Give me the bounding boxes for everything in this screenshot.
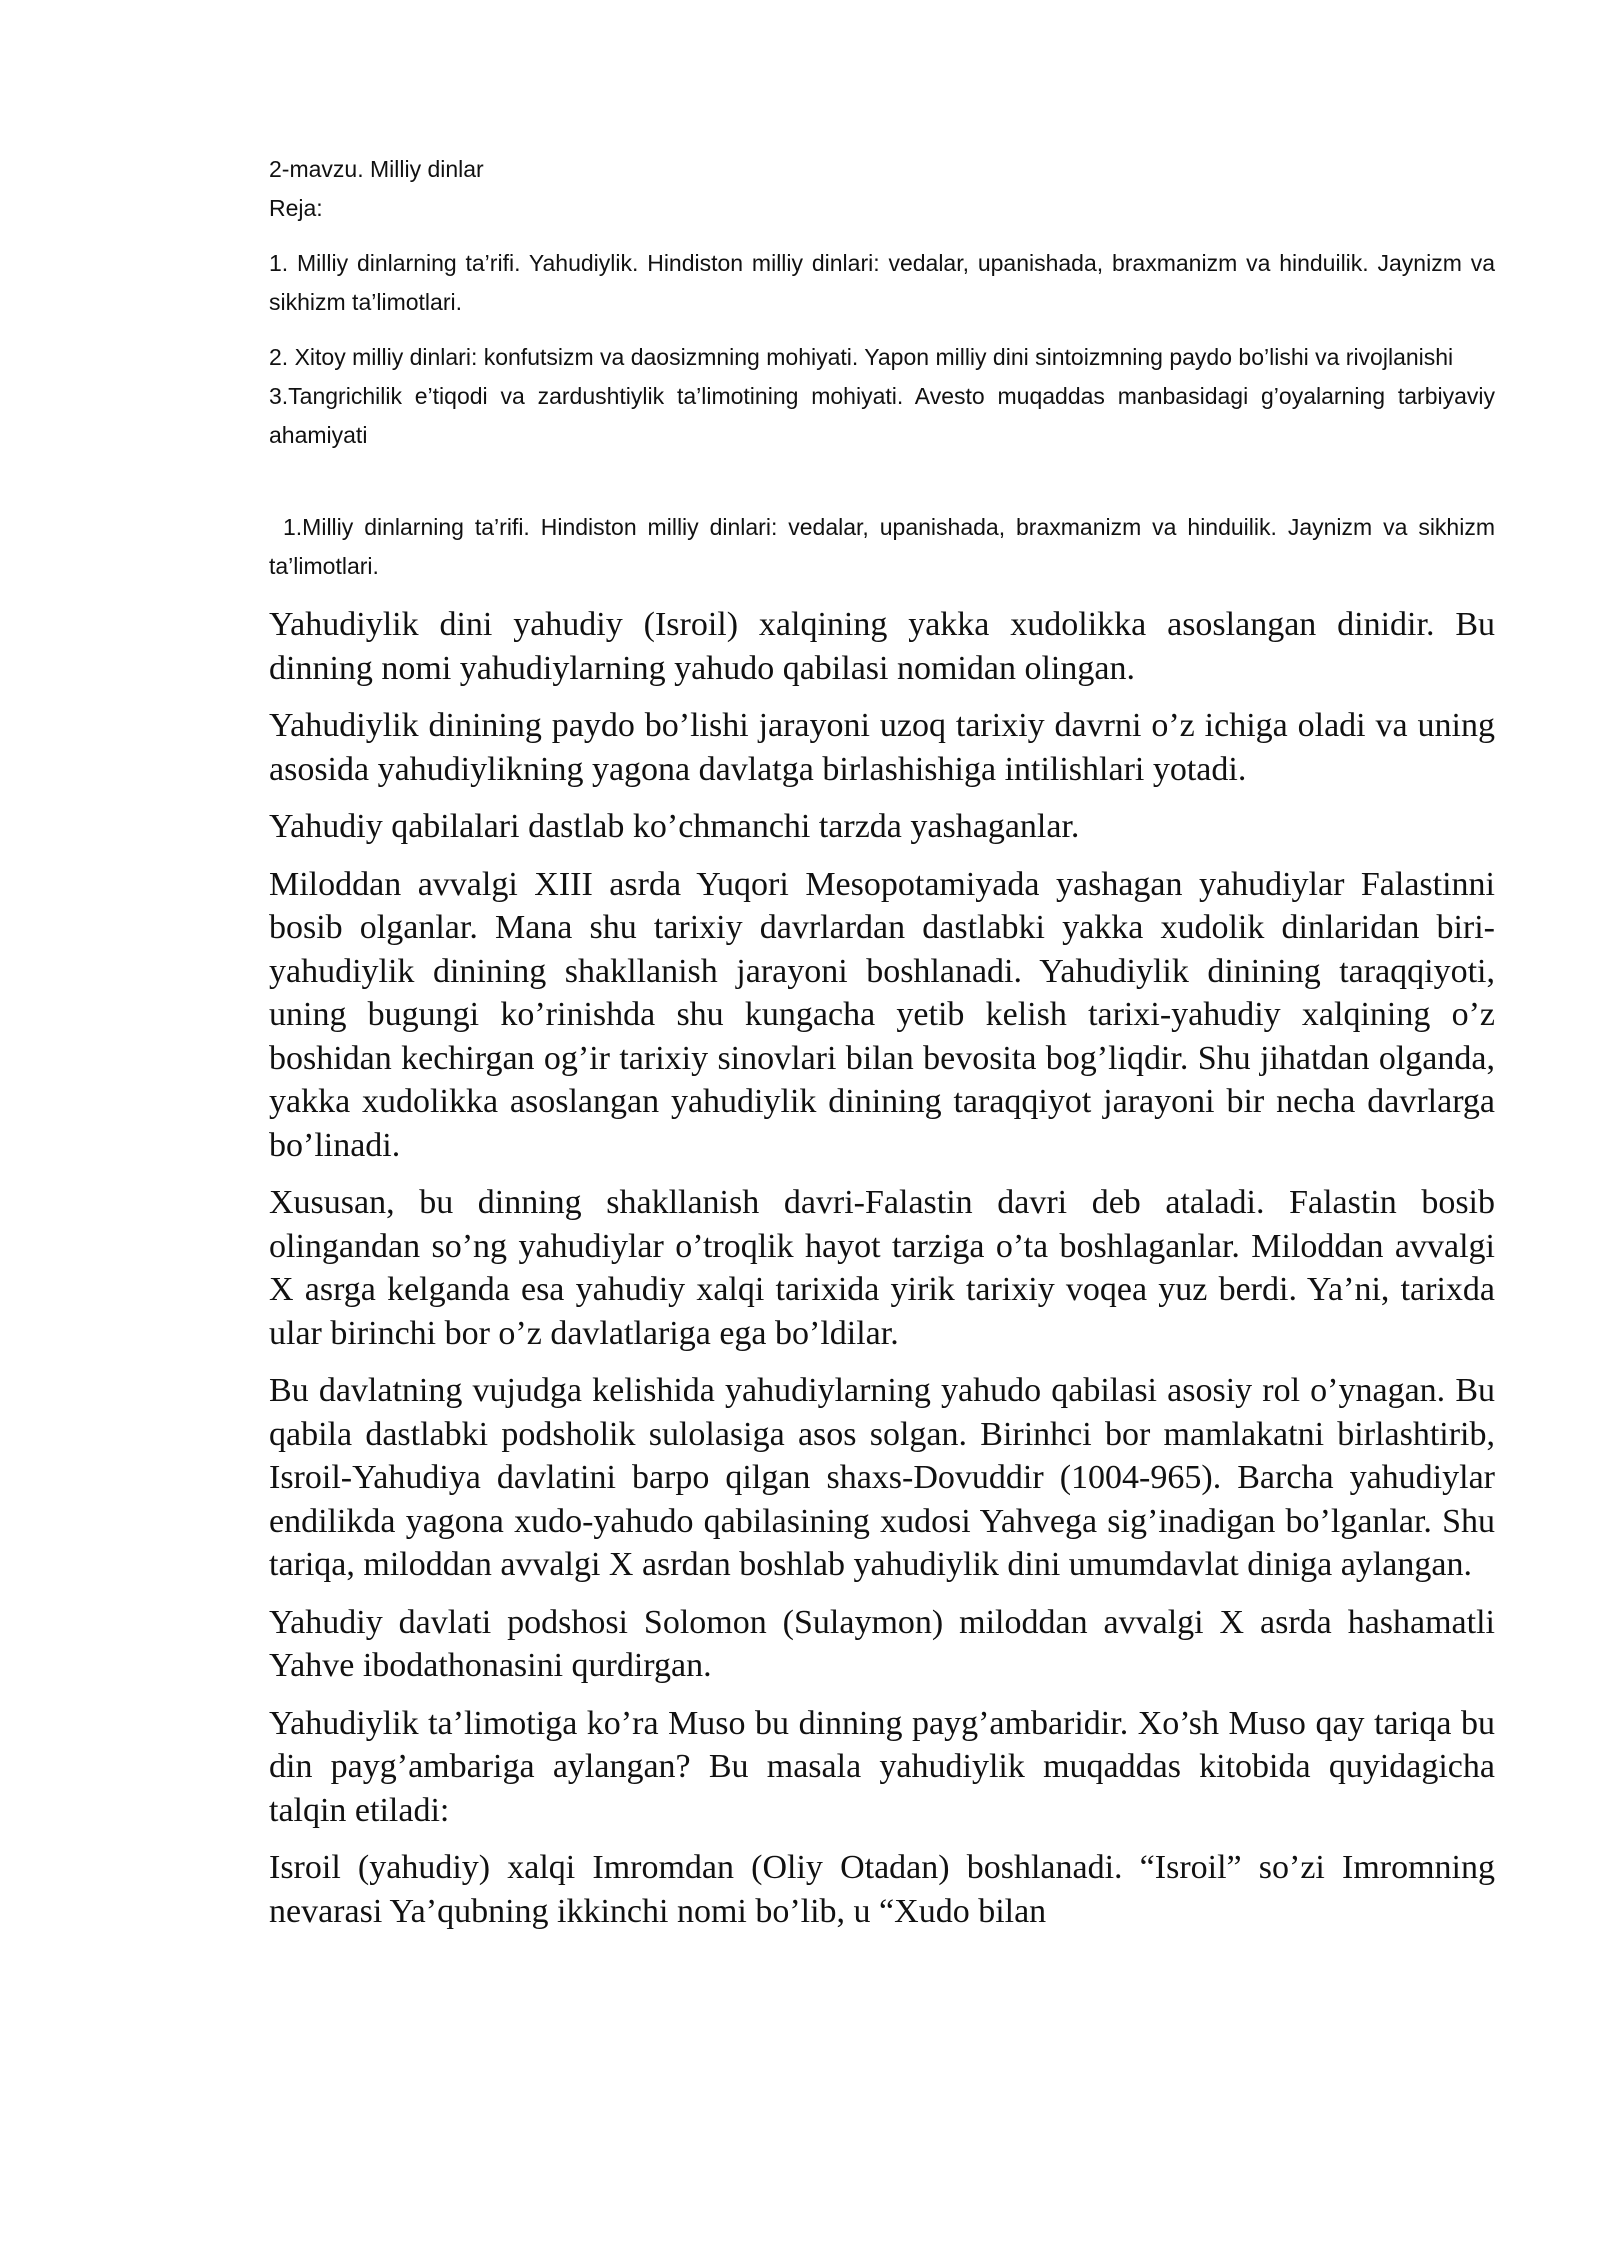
plan-label: Reja: <box>269 195 323 221</box>
body-paragraph-2: Yahudiylik dinining paydo bo’lishi jarayoni uzoq tarixiy davrni o’z ichiga oladi va uning asosida yahudiylikning yagona davlatga birlashishiga intilishlari yotadi. <box>269 707 1495 788</box>
body-paragraph-5: Xususan, bu dinning shakllanish davri-Falastin davri deb ataladi. Falastin bosib olingandan so’ng yahudiylar o’troqlik hayot tarziga o’ta boshlaganlar. Miloddan avvalgi X asrga kelganda esa yahudiy xalqi tarixida yirik tarixiy voqea yuz berdi. Ya’ni, tarixda ular birinchi bor o’z davlatlariga ega bo’ldilar. <box>269 1184 1495 1352</box>
body-paragraph-8: Yahudiylik ta’limotiga ko’ra Muso bu dinning payg’ambaridir. Xo’sh Muso qay tariqa bu din payg’ambariga aylangan? Bu masala yahudiylik muqaddas kitobida quyidagicha talqin etiladi: <box>269 1704 1495 1829</box>
body-paragraph-9: Isroil (yahudiy) xalqi Imromdan (Oliy Otadan) boshlanadi. “Isroil” so’zi Imromning nevarasi Ya’qubning ikkinchi nomi bo’lib, u “Xudo bilan <box>269 1849 1495 1930</box>
plan-item-3: 3.Tangrichilik e’tiqodi va zardushtiylik ta’limotining mohiyati. Avesto muqaddas manbasidagi g’oyalarning tarbiyaviy ahamiyati <box>269 383 1495 448</box>
body-paragraph-6: Bu davlatning vujudga kelishida yahudiylarning yahudo qabilasi asosiy rol o’ynagan. Bu qabila dastlabki podsholik sulolasiga asos solgan. Birinhci bor mamlakatni birlashtirib, Isroil-Yahudiya davlatini barpo qilgan shaxs-Dovuddir (1004-965). Barcha yahudiylar endilikda yagona xudo-yahudo qabilasining xudosi Yahvega sig’inadigan bo’lganlar. Shu tariqa, miloddan avvalgi X asrdan boshlab yahudiylik dini umumdavlat diniga aylangan. <box>269 1372 1495 1583</box>
plan-item-2: 2. Xitoy milliy dinlari: konfutsizm va daosizmning mohiyati. Yapon milliy dini sintoizmning paydo bo’lishi va rivojlanishi <box>269 344 1454 370</box>
document-content <box>269 150 1495 1947</box>
topic-title: 2-mavzu. Milliy dinlar <box>269 156 484 182</box>
plan-item-1: 1. Milliy dinlarning ta’rifi. Yahudiylik. Hindiston milliy dinlari: vedalar, upanishada, braxmanizm va hinduilik. Jaynizm va sikhizm ta’limotlari. <box>269 250 1495 315</box>
body-paragraph-1: Yahudiylik dini yahudiy (Isroil) xalqining yakka xudolikka asoslangan dinidir. Bu dinning nomi yahudiylarning yahudo qabilasi nomidan olingan. <box>269 606 1495 687</box>
body-paragraph-4: Miloddan avvalgi XIII asrda Yuqori Mesopotamiyada yashagan yahudiylar Falastinni bosib olganlar. Mana shu tarixiy davrlardan dastlabki yakka xudolik dinlaridan biri-yahudiylik dinining shakllanish jarayoni boshlanadi. Yahudiylik dinining taraqqiyoti, uning bugungi ko’rinishda shu kungacha yetib kelish tarixi-yahudiy xalqining o’z boshidan kechirgan og’ir tarixiy sinovlari bilan bevosita bog’liqdir. Shu jihatdan olganda, yakka xudolikka asoslangan yahudiylik dinining taraqqiyot jarayoni bir necha davrlarga bo’linadi. <box>269 865 1495 1164</box>
body-paragraph-7: Yahudiy davlati podshosi Solomon (Sulaymon) miloddan avvalgi X asrda hashamatli Yahve ibodathonasini qurdirgan. <box>269 1603 1495 1684</box>
section-heading: 1.Milliy dinlarning ta’rifi. Hindiston milliy dinlari: vedalar, upanishada, braxmanizm va hinduilik. Jaynizm va sikhizm ta’limotlari. <box>269 514 1495 579</box>
body-paragraph-3: Yahudiy qabilalari dastlab ko’chmanchi tarzda yashaganlar. <box>269 808 1080 845</box>
